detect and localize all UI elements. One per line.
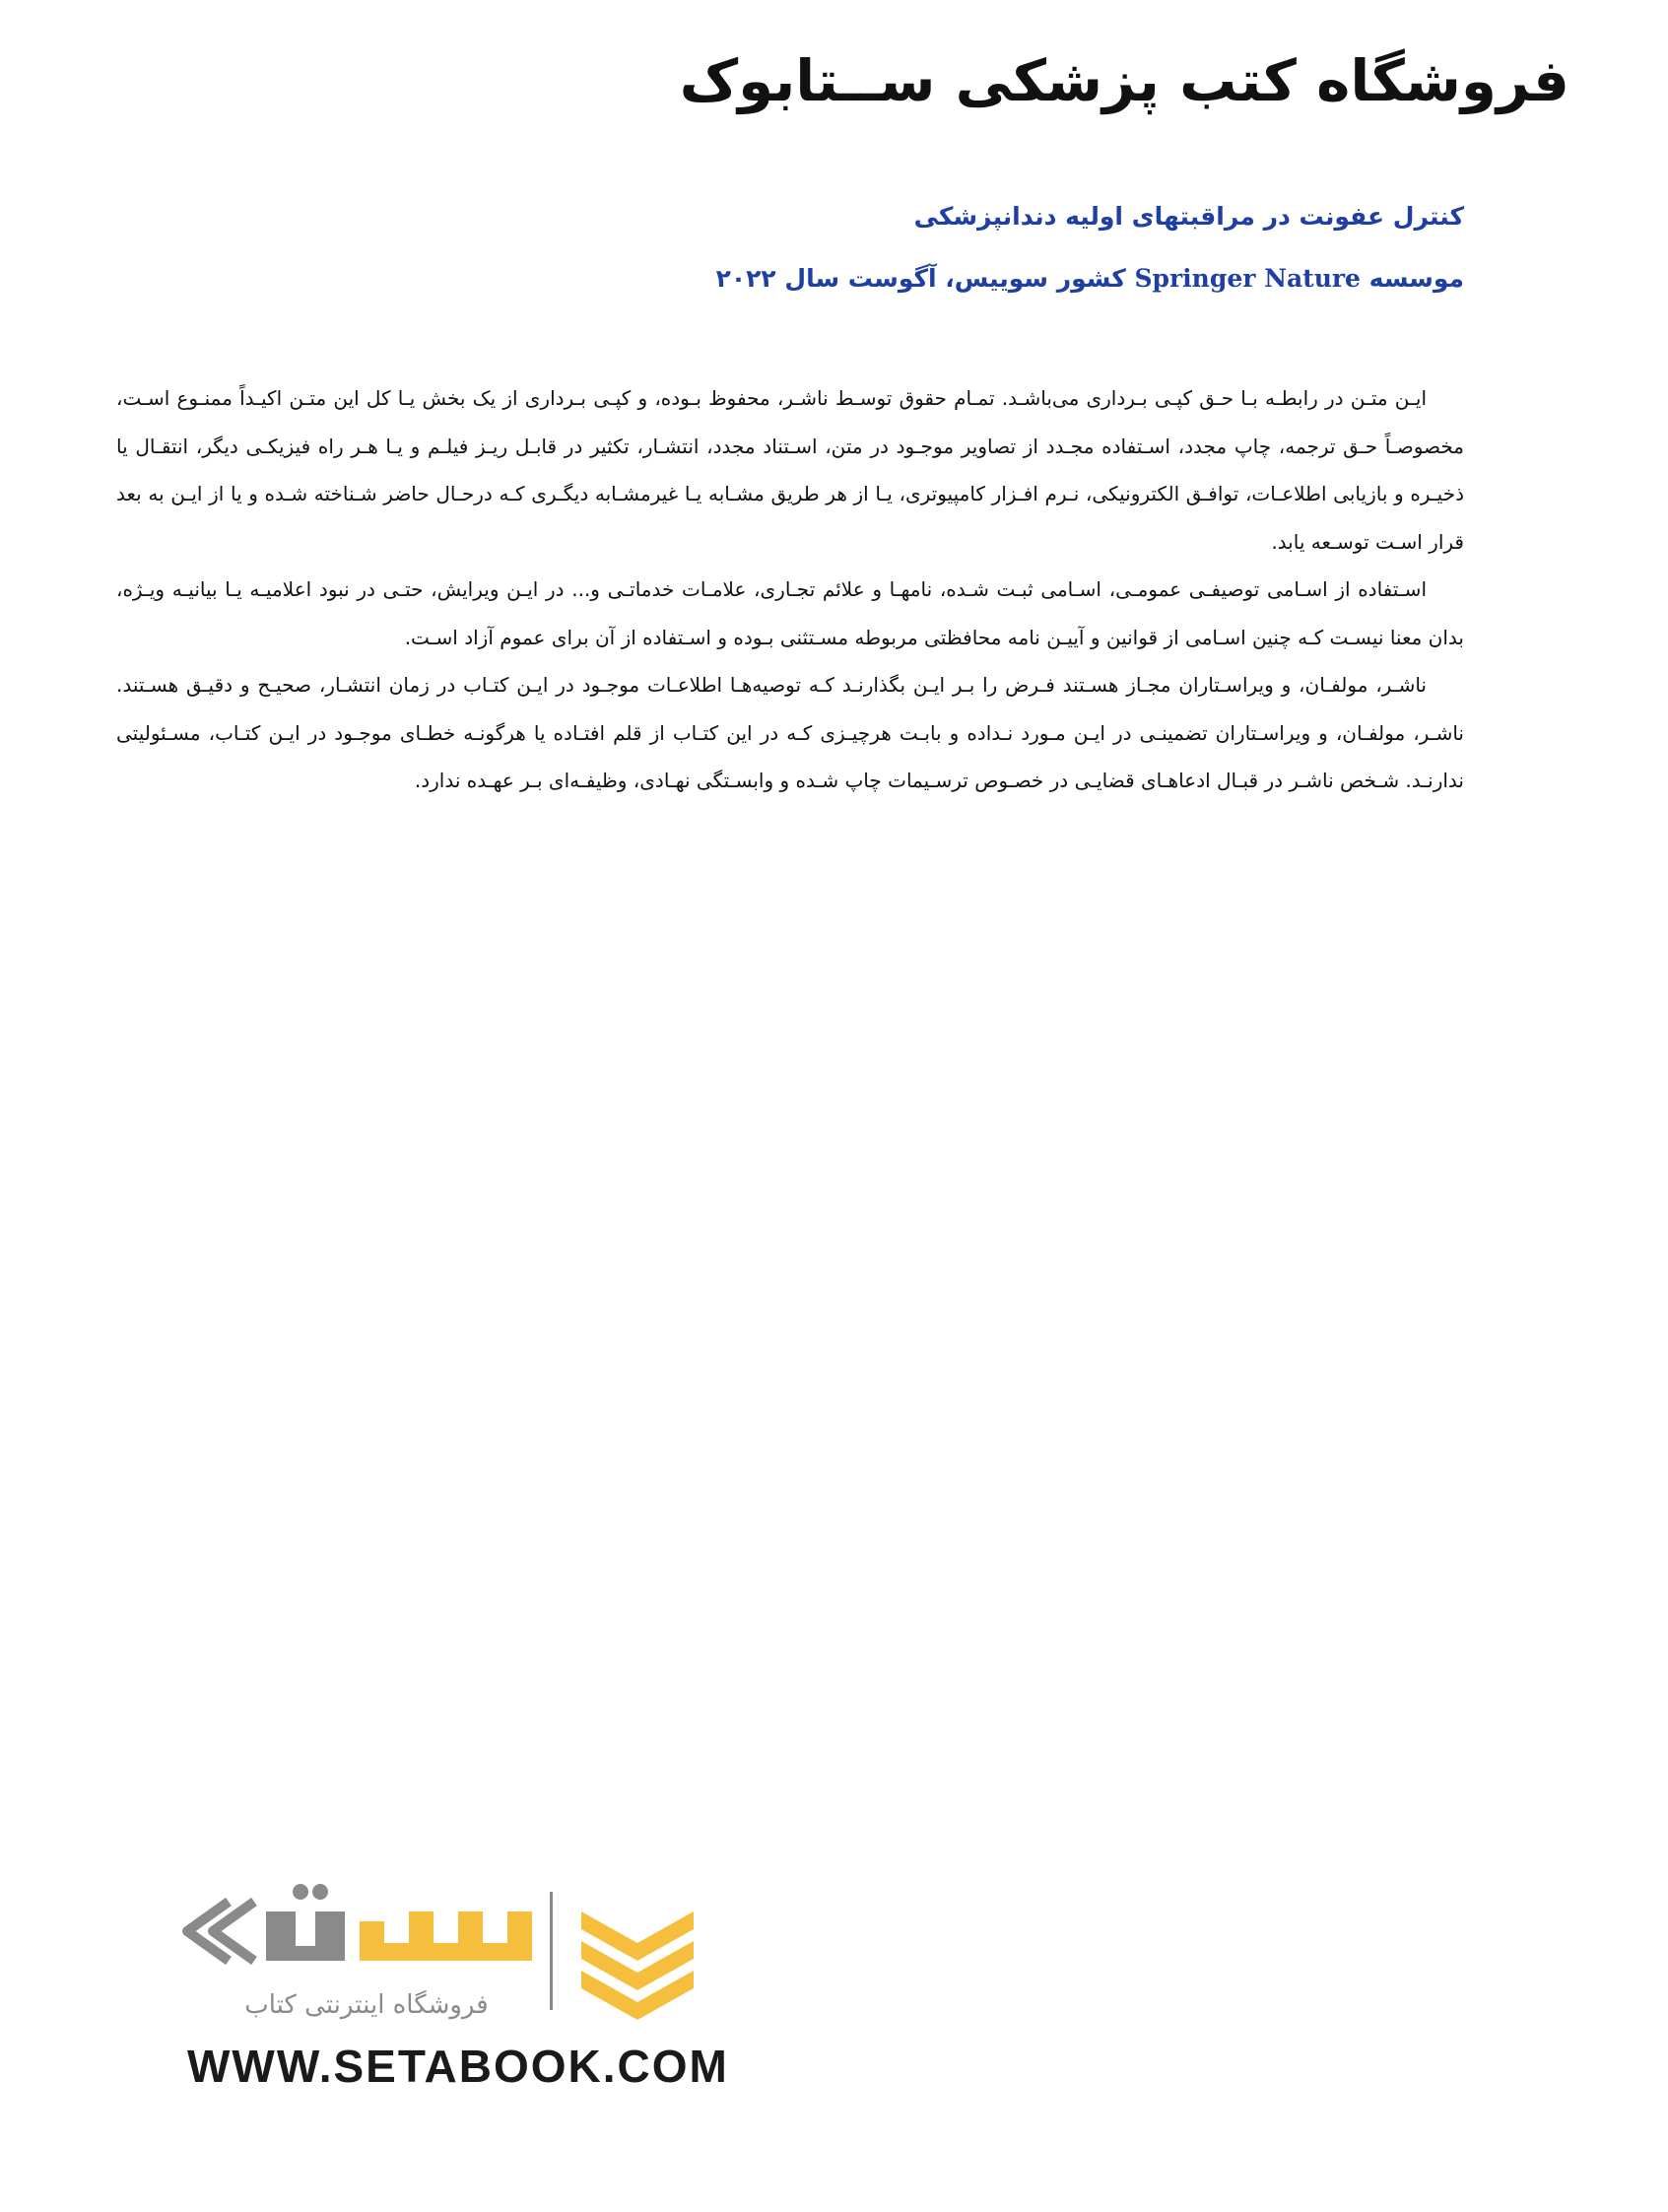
trademark-paragraph: اسـتفاده از اسـامی توصیفـی عمومـی، اسـامی ثبـت شـده، نامهـا و علائم تجـاری، علامـات خدماتـی و... در ایـن ویرایش، حتـی در نبود اعلامیـه یـا بیانیـه ویـژه، بدان معنا نیسـت کـه چنین اسـامی از قوانین و آییـن نامه محافظتی مربوطه مسـتثنی بـوده و اسـتفاده از آن برای عموم آزاد اسـت. [116, 577, 1464, 649]
publisher-name: Springer Nature [1134, 264, 1361, 293]
book-title: کنترل عفونت در مراقبتهای اولیه دندانپزشکی [913, 202, 1464, 231]
copyright-paragraph: ایـن متـن در رابطـه بـا حـق کپـی بـرداری می‌باشـد. تمـام حقوق توسـط ناشـر، محفوظ بـوده، و کپـی بـرداری از یک بخش یـا کل این متـن اکیـداً ممنـوع اسـت، مخصوصـاً حـق ترجمه، چاپ مجدد، اسـتفاده مجـدد از تصاویر موجـود در متن، اسـتناد مجدد، انتشـار، تکثیر در قابـل ریـز فیلـم و یـا هـر راه فیزیکـی دیگر، انتقـال یا ذخیـره و بازیابی اطلاعـات، توافـق الکترونیکی، نـرم افـزار کامپیوتری، یـا از هر طریق مشـابه یـا غیرمشـابه دیگـری کـه درحـال حاضر شـناخته شـده و یا از ایـن به بعد قرار اسـت توسـعه یابد. [116, 386, 1464, 554]
setabook-logo [167, 1872, 729, 2128]
copyright-notice [116, 374, 1464, 805]
publisher-suffix: کشور سوییس، آگوست سال ۲۰۲۲ [715, 264, 1135, 293]
publisher-prefix: موسسه [1360, 264, 1464, 293]
publisher-line [716, 264, 1464, 293]
store-title: فروشگاه کتب پزشکی ســتابوک [679, 47, 1569, 114]
logo-tagline: فروشگاه اینترنتی کتاب [244, 1990, 489, 2020]
disclaimer-paragraph: ناشـر، مولفـان، و ویراسـتاران مجـاز هسـتند فـرض را بـر ایـن بگذارنـد کـه توصیه‌هـا اطلاعـات موجـود در ایـن کتـاب در زمان انتشـار، صحیـح و دقیـق هسـتند. ناشـر، مولفـان، و ویراسـتاران تضمینـی در ایـن مـورد نـداده و بابـت هرچیـزی کـه در این کتـاب از قلم افتـاده یا هرگونـه خطـای موجـود در ایـن کتـاب، مسـئولیتی ندارنـد. شـخص ناشـر در قبـال ادعاهـای قضایـی در خصـوص ترسـیمات چاپ شـده و وابسـتگی نهـادی، وظیفـه‌ای بـر عهـده ندارد. [116, 673, 1464, 792]
logo-url: WWW.SETABOOK.COM [187, 2041, 729, 2092]
